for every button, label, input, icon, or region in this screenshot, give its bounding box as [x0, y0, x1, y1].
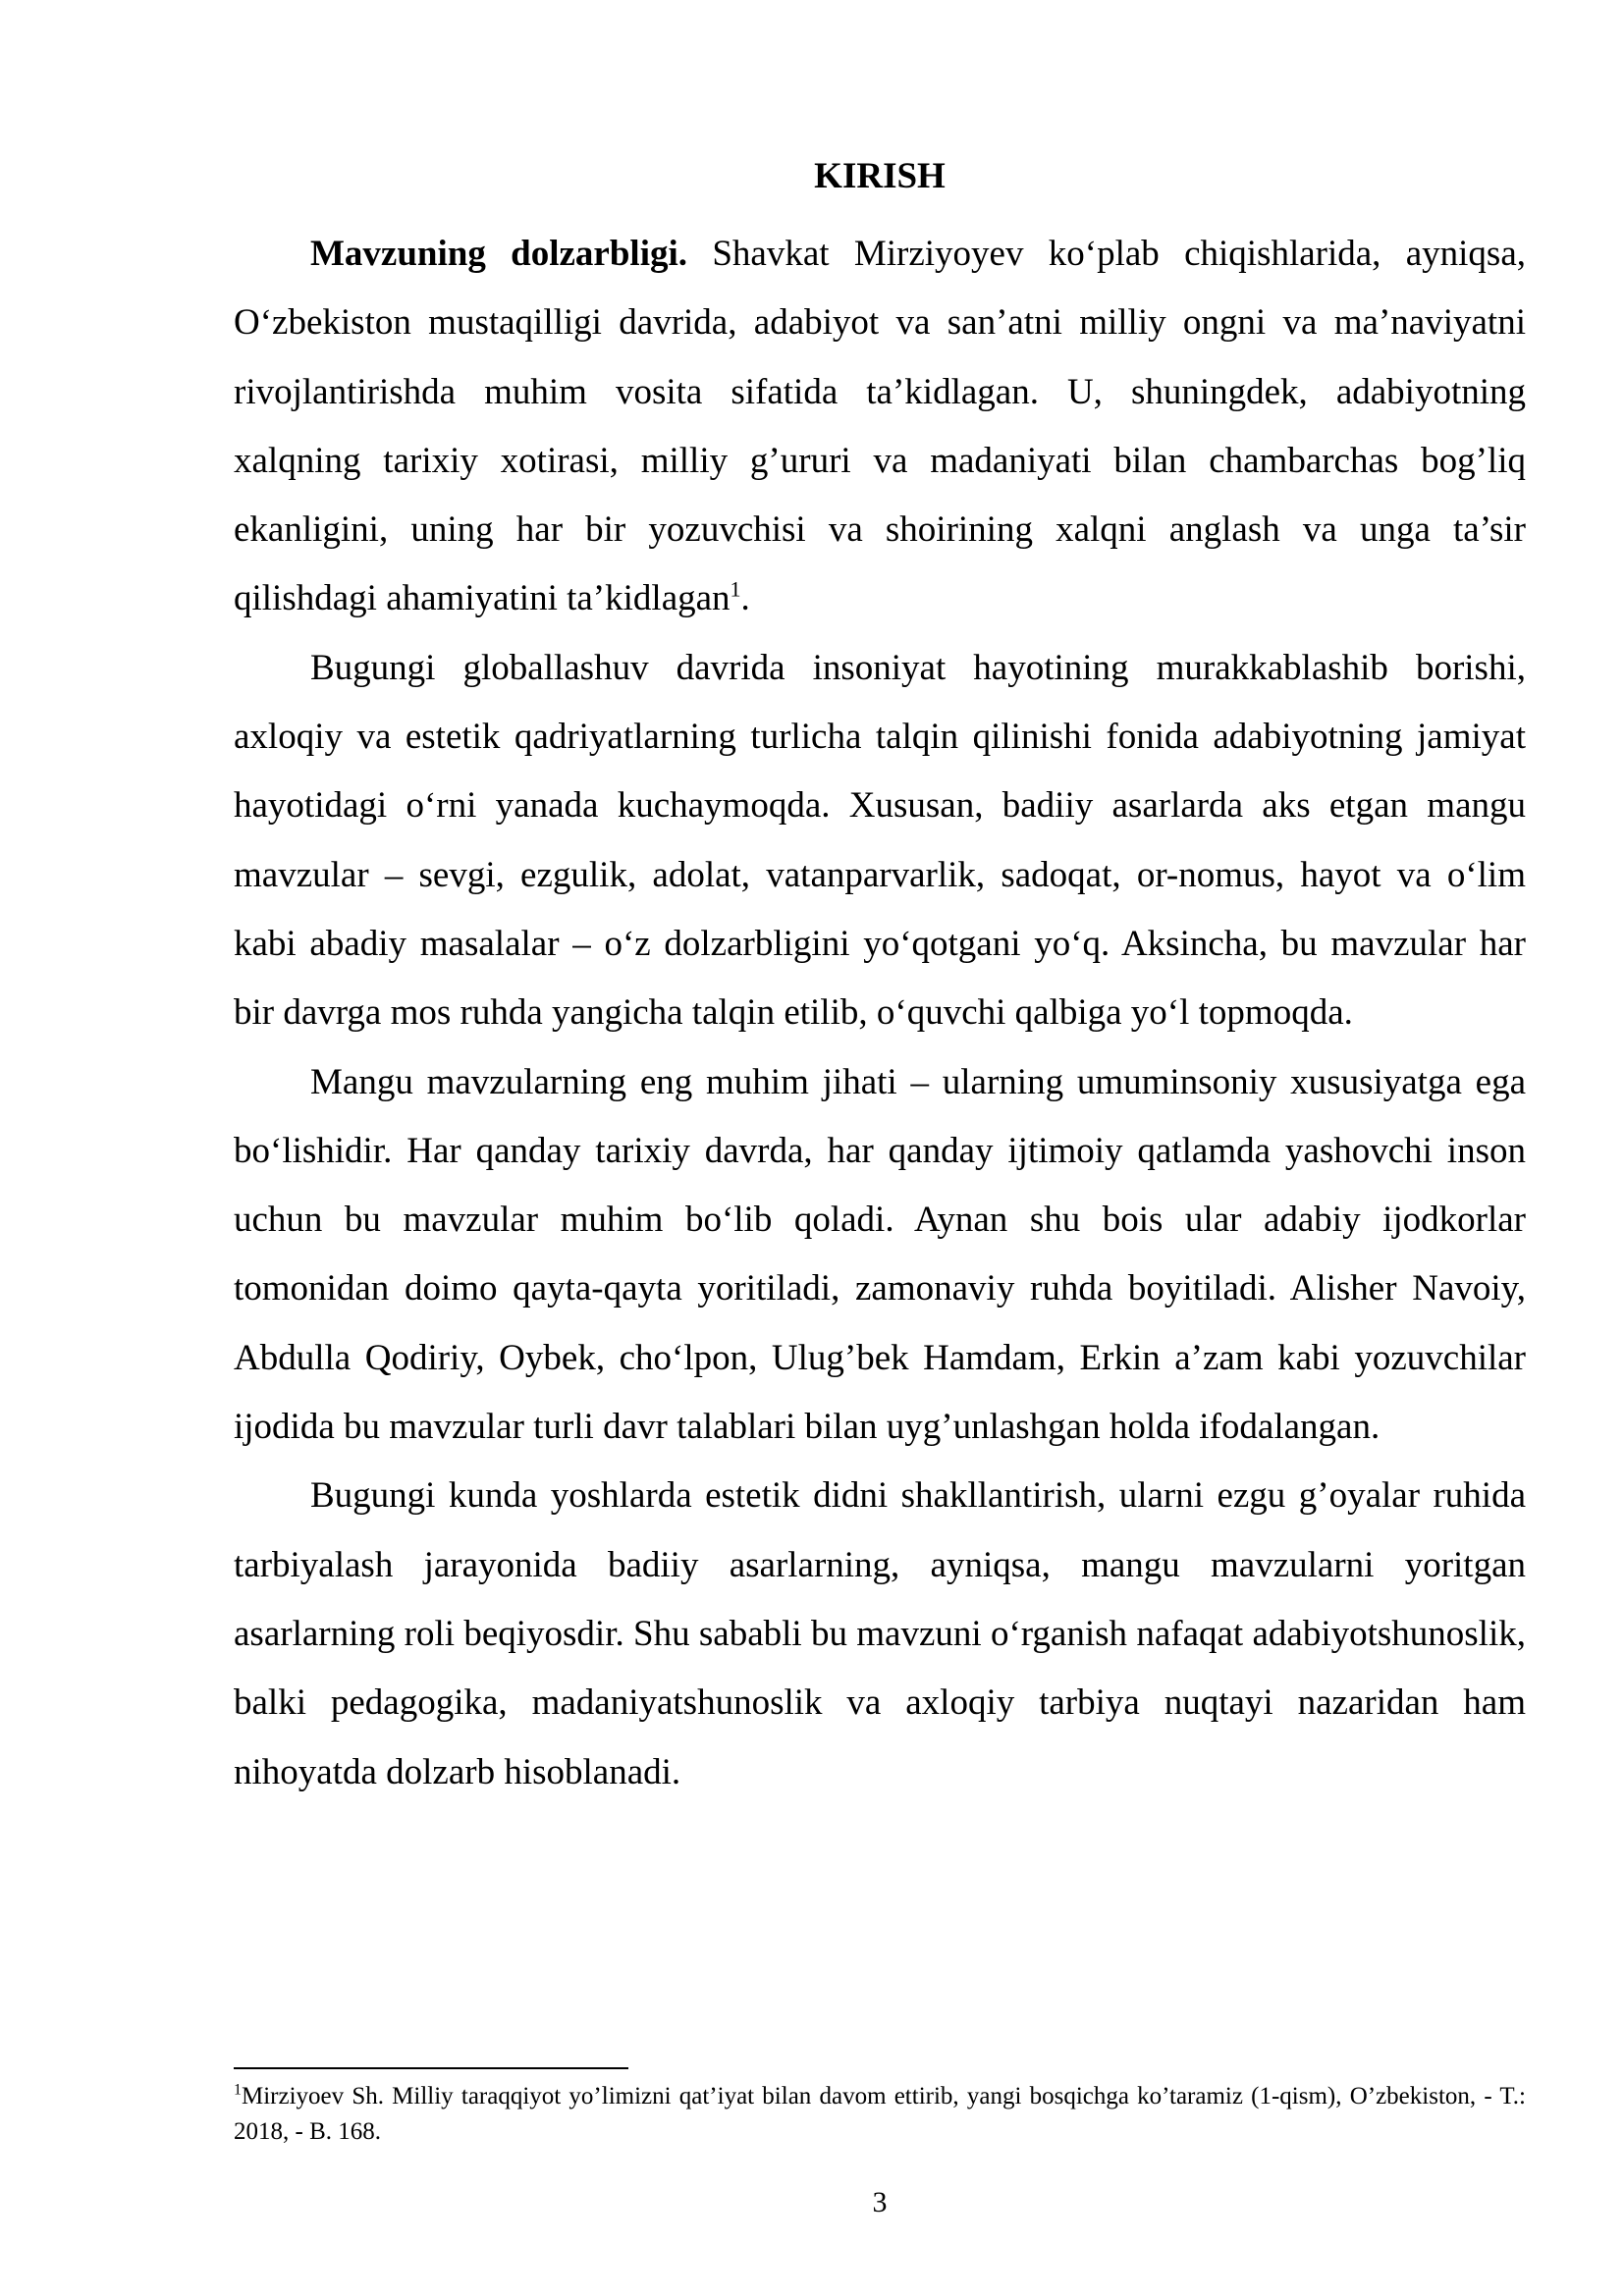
paragraph-eternal-themes: Mangu mavzularning eng muhim jihati – ularning umuminsoniy xususiyatga ega boʻlishidir. Har qanday tarixiy davrda, har qanday ijtimoiy qatlamda yashovchi inson uchun bu mavzular muhim boʻlib qoladi. Aynan shu bois ular adabiy ijodkorlar tomonidan doimo qayta-qayta yoritiladi, zamonaviy ruhda boyitiladi. Alisher Navoiy, Abdulla Qodiriy, Oybek, choʻlpon, Ulug’bek Hamdam, Erkin a’zam kabi yozuvchilar ijodida bu mavzular turli davr talablari bilan uyg’unlashgan holda ifodalangan.	[234, 1061, 1526, 1448]
page-number: 3	[872, 2186, 888, 2218]
footnote	[234, 2079, 1526, 2150]
paragraph-text: Shavkat Mirziyoyev koʻplab chiqishlarida, ayniqsa, Oʻzbekiston mustaqilligi davrida, adabiyot va san’atni milliy ongni va ma’naviyatni rivojlantirishda muhim vosita sifatida ta’kidlagan. U, shuningdek, adabiyotning xalqning tarixiy xotirasi, milliy g’ururi va madaniyati bilan chambarchas bog’liq ekanligini, uning har bir yozuvchisi va shoirining xalqni anglash va unga ta’sir qilishdagi ahamiyatini ta’kidlagan	[234, 234, 1526, 619]
paragraph-tail: .	[740, 578, 750, 619]
body-text	[234, 220, 1526, 1807]
footnote-text: Mirziyoev Sh. Milliy taraqqiyot yo’limizni qat’iyat bilan davom ettirib, yangi bosqichga ko’taramiz (1-qism), O’zbekiston, - T.: 2018, - B. 168.	[234, 2083, 1526, 2145]
footnote-marker: 1	[234, 2081, 242, 2099]
footnote-separator	[234, 2067, 628, 2069]
paragraph-globalization: Bugungi globallashuv davrida insoniyat hayotining murakkablashib borishi, axloqiy va estetik qadriyatlarning turlicha talqin qilinishi fonida adabiyotning jamiyat hayotidagi oʻrni yanada kuchaymoqda. Xususan, badiiy asarlarda aks etgan mangu mavzular – sevgi, ezgulik, adolat, vatanparvarlik, sadoqat, or-nomus, hayot va oʻlim kabi abadiy masalalar – oʻz dolzarbligini yoʻqotgani yoʻq. Aksincha, bu mavzular har bir davrga mos ruhda yangicha talqin etilib, oʻquvchi qalbiga yoʻl topmoqda.	[234, 647, 1526, 1034]
paragraph-relevance	[234, 220, 1526, 634]
footnote-reference[interactable]: 1	[730, 577, 741, 603]
section-heading: KIRISH	[814, 156, 946, 196]
paragraph-lead: Mavzuning dolzarbligi.	[310, 234, 688, 274]
paragraph-youth-education: Bugungi kunda yoshlarda estetik didni shakllantirish, ularni ezgu g’oyalar ruhida tarbiyalash jarayonida badiiy asarlarning, ayniqsa, mangu mavzularni yoritgan asarlarning roli beqiyosdir. Shu sababli bu mavzuni oʻrganish nafaqat adabiyotshunoslik, balki pedagogika, madaniyatshunoslik va axloqiy tarbiya nuqtayi nazaridan ham nihoyatda dolzarb hisoblanadi.	[234, 1475, 1526, 1792]
